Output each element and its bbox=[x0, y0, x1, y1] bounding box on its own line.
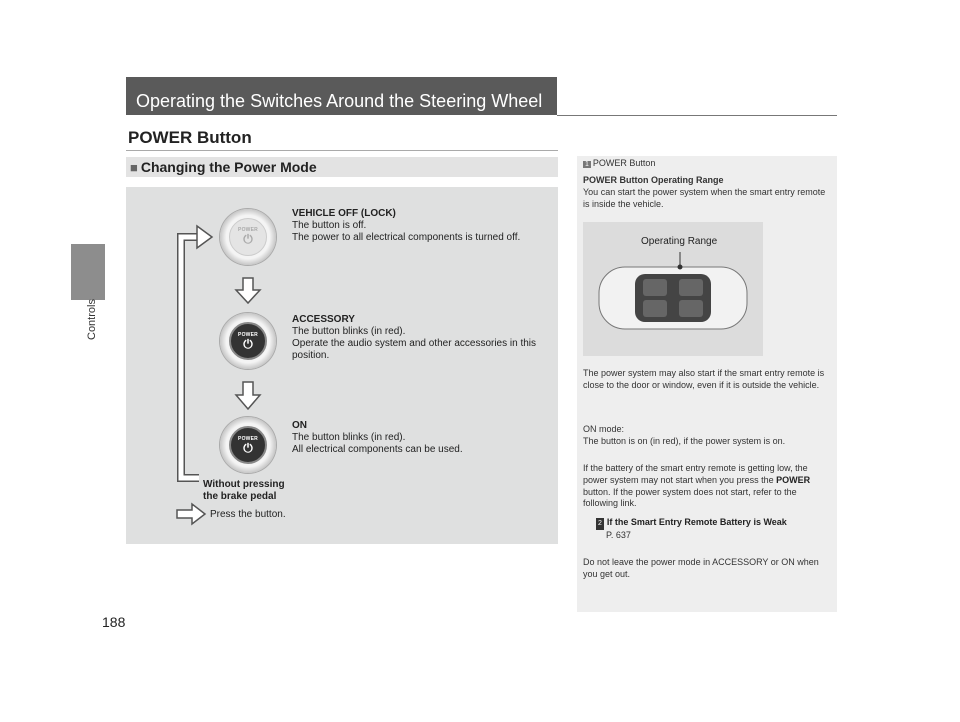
power-button-face bbox=[229, 426, 267, 464]
battery-block bbox=[583, 463, 831, 510]
mode-on bbox=[292, 420, 550, 456]
battery-power-word: POWER bbox=[776, 474, 811, 485]
on-mode-text: The button is on (in red), if the power system is on. bbox=[583, 435, 786, 446]
press-button-legend: Press the button. bbox=[210, 509, 286, 520]
power-button-face bbox=[229, 322, 267, 360]
battery-text: button. If the power system does not start, refer to the following link. bbox=[583, 486, 797, 509]
power-symbol-icon: ⏻ bbox=[243, 441, 253, 455]
range-text: You can start the power system when the smart entry remote is inside the vehicle. bbox=[583, 186, 826, 209]
aside-ref-title: POWER Button bbox=[592, 158, 656, 168]
power-button-accessory-image bbox=[220, 313, 276, 369]
aside-last-para: Do not leave the power mode in ACCESSORY or ON when you get out. bbox=[583, 557, 819, 579]
mode-accessory bbox=[292, 314, 550, 362]
power-symbol-icon: ⏻ bbox=[243, 337, 253, 351]
battery-link[interactable] bbox=[596, 517, 836, 542]
mode-line: The power to all electrical components is turned off. bbox=[292, 232, 521, 243]
mode-heading: VEHICLE OFF (LOCK) bbox=[292, 208, 396, 219]
aside-ref-heading bbox=[583, 158, 655, 168]
subsection-marker-icon: ■ bbox=[130, 160, 138, 175]
ref-marker-icon: 1 bbox=[585, 161, 589, 168]
subsection-title: Changing the Power Mode bbox=[140, 159, 317, 175]
power-button-text: POWER bbox=[238, 332, 258, 338]
mode-line: The button blinks (in red). bbox=[292, 432, 406, 443]
mode-line: The button is off. bbox=[292, 220, 367, 231]
subsection-heading bbox=[126, 157, 558, 177]
page-number: 188 bbox=[102, 614, 126, 630]
title-rule bbox=[126, 150, 558, 151]
on-mode-title: ON mode: bbox=[583, 424, 625, 434]
battery-text: If the battery of the smart entry remote is getting low, the power system may not start when you press the bbox=[583, 463, 808, 485]
without-brake-caption bbox=[203, 479, 285, 503]
power-button-off-image bbox=[220, 209, 276, 265]
chapter-tab bbox=[71, 244, 105, 300]
chapter-banner: Operating the Switches Around the Steering Wheel bbox=[126, 77, 557, 115]
mode-heading: ACCESSORY bbox=[292, 314, 355, 325]
power-button-text: POWER bbox=[238, 436, 258, 442]
power-symbol-icon: ⏻ bbox=[243, 232, 253, 246]
mode-heading: ON bbox=[292, 420, 307, 431]
mode-vehicle-off bbox=[292, 208, 550, 244]
power-button-text: POWER bbox=[238, 227, 258, 233]
power-button-on-image bbox=[220, 417, 276, 473]
chapter-label: Controls bbox=[86, 299, 98, 340]
mode-line: All electrical components can be used. bbox=[292, 444, 463, 455]
caption-line: the brake pedal bbox=[203, 491, 277, 502]
aside-para: The power system may also start if the smart entry remote is close to the door or window, even if it is outside the vehicle. bbox=[583, 368, 825, 390]
operating-range-label: Operating Range bbox=[641, 236, 718, 247]
link-title: If the Smart Entry Remote Battery is Weak bbox=[606, 517, 787, 527]
on-mode-block bbox=[583, 424, 831, 448]
caption-line: Without pressing bbox=[203, 479, 285, 490]
section-title: POWER Button bbox=[128, 128, 252, 147]
mode-line: Operate the audio system and other accessories in this position. bbox=[292, 338, 537, 361]
range-block bbox=[583, 175, 831, 210]
banner-rule bbox=[557, 115, 837, 116]
link-page: P. 637 bbox=[606, 529, 631, 540]
range-title: POWER Button Operating Range bbox=[583, 175, 724, 185]
link-arrow-icon: 2 bbox=[596, 518, 604, 530]
mode-line: The button blinks (in red). bbox=[292, 326, 406, 337]
power-button-face bbox=[229, 218, 267, 256]
